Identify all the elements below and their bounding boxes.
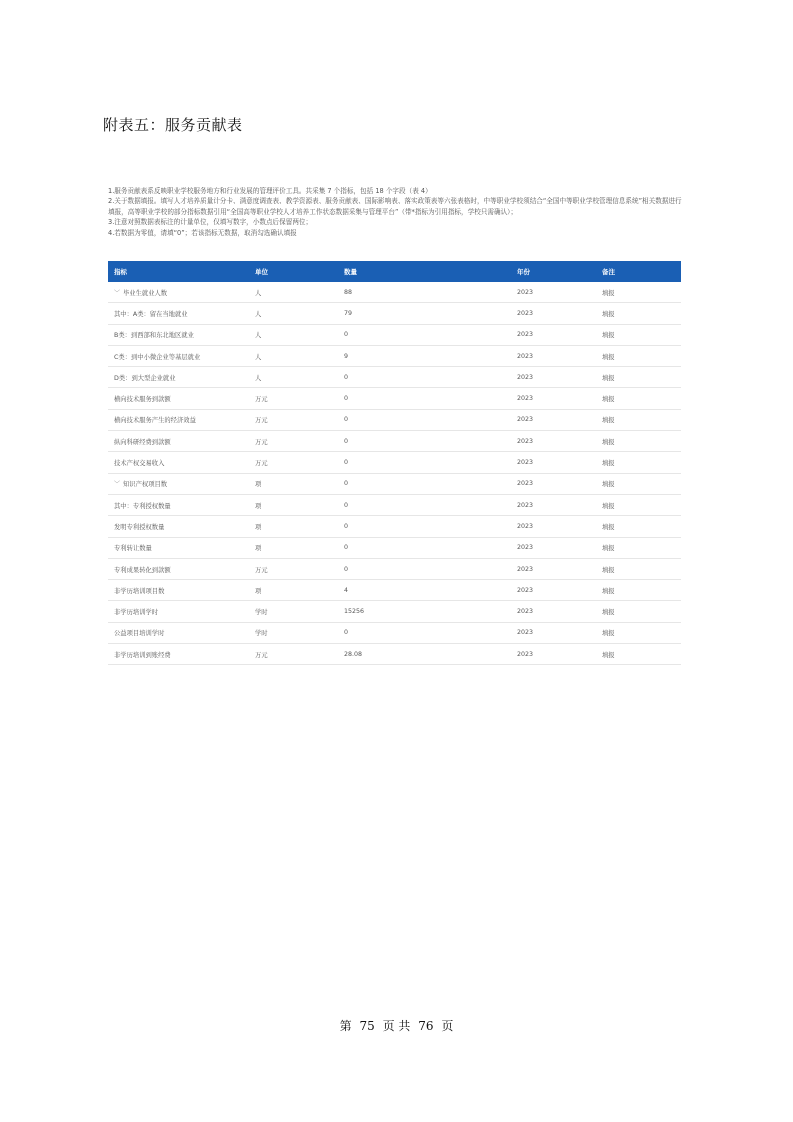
note-4: 4.若数据为零值，请填“0”；若该指标无数据，取消勾选确认填报 (108, 228, 297, 237)
table-row (108, 601, 681, 622)
cell-note: 填报 (596, 367, 681, 388)
cell-quantity: 28.08 (338, 644, 511, 665)
table-row (108, 409, 681, 430)
cell-year: 2023 (511, 537, 596, 558)
header-quantity: 数量 (338, 261, 511, 282)
indicator-label: 非学历培训到账经费 (114, 651, 171, 659)
cell-indicator (108, 644, 249, 665)
cell-year: 2023 (511, 452, 596, 473)
indicator-label: B类：到西部和东北地区就业 (114, 332, 194, 340)
cell-unit: 项 (249, 537, 338, 558)
cell-unit: 万元 (249, 452, 338, 473)
indicator-label: 非学历培训项目数 (114, 587, 165, 595)
cell-note: 填报 (596, 494, 681, 515)
cell-year: 2023 (511, 282, 596, 303)
cell-quantity: 79 (338, 303, 511, 324)
indicator-label: 毕业生就业人数 (123, 289, 168, 297)
cell-quantity: 0 (338, 558, 511, 579)
cell-year: 2023 (511, 601, 596, 622)
cell-note: 填报 (596, 431, 681, 452)
table-row (108, 452, 681, 473)
cell-unit: 项 (249, 580, 338, 601)
cell-indicator (108, 494, 249, 515)
cell-quantity: 0 (338, 537, 511, 558)
indicator-label: 知识产权项目数 (123, 481, 168, 489)
chevron-down-icon[interactable]: ﹀ (114, 289, 121, 297)
cell-quantity: 0 (338, 431, 511, 452)
cell-quantity: 88 (338, 282, 511, 303)
cell-quantity: 9 (338, 345, 511, 366)
cell-note: 填报 (596, 580, 681, 601)
cell-indicator (108, 324, 249, 345)
cell-note: 填报 (596, 516, 681, 537)
cell-unit: 人 (249, 303, 338, 324)
footer-mid: 页 共 (382, 1019, 411, 1033)
indicator-label: 专利转让数量 (114, 545, 152, 553)
service-contribution-table (108, 261, 681, 665)
indicator-label: 技术产权交易收入 (114, 460, 165, 468)
cell-year: 2023 (511, 494, 596, 515)
cell-note: 填报 (596, 409, 681, 430)
footer-page-number: 75 (359, 1019, 375, 1033)
cell-year: 2023 (511, 580, 596, 601)
note-3: 3.注意对照数据表标注的计量单位，仅填写数字，小数点后保留两位； (108, 218, 313, 227)
chevron-down-icon[interactable]: ﹀ (114, 481, 121, 489)
cell-unit: 人 (249, 367, 338, 388)
cell-indicator (108, 601, 249, 622)
indicator-label: 横向技术服务产生的经济效益 (114, 417, 196, 425)
table-row (108, 494, 681, 515)
indicator-label: 公益项目培训学时 (114, 630, 165, 638)
cell-quantity: 0 (338, 324, 511, 345)
cell-unit: 人 (249, 324, 338, 345)
cell-quantity: 0 (338, 388, 511, 409)
cell-quantity: 0 (338, 494, 511, 515)
cell-quantity: 0 (338, 473, 511, 494)
cell-note: 填报 (596, 473, 681, 494)
footer-prefix: 第 (339, 1019, 352, 1033)
table-row (108, 431, 681, 452)
cell-indicator (108, 558, 249, 579)
header-year: 年份 (511, 261, 596, 282)
cell-year: 2023 (511, 303, 596, 324)
cell-year: 2023 (511, 388, 596, 409)
cell-indicator (108, 388, 249, 409)
cell-unit: 项 (249, 494, 338, 515)
header-unit: 单位 (249, 261, 338, 282)
indicator-label: C类：到中小微企业等基层就业 (114, 353, 201, 361)
cell-year: 2023 (511, 367, 596, 388)
table-row (108, 580, 681, 601)
table-row (108, 345, 681, 366)
cell-quantity: 15256 (338, 601, 511, 622)
cell-quantity: 4 (338, 580, 511, 601)
cell-unit: 万元 (249, 431, 338, 452)
indicator-label: 专利成果转化到款额 (114, 566, 171, 574)
cell-note: 填报 (596, 324, 681, 345)
cell-year: 2023 (511, 622, 596, 643)
cell-unit: 万元 (249, 388, 338, 409)
note-2: 2.关于数据填报。填写人才培养质量计分卡、满意度调查表、教学资源表、服务贡献表、国际影响表、落实政策表等六张表格时，中等职业学校须结合“全国中等职业学校管理信息系统”相关数据进行填报，高等职业学校的部分指标数据引用“全国高等职业学校人才培养工作状态数据采集与管理平台”（带*指标为引用指标，学校只需确认）； (108, 197, 682, 216)
footer-suffix: 页 (441, 1019, 454, 1033)
table-row (108, 324, 681, 345)
cell-unit: 万元 (249, 558, 338, 579)
cell-indicator (108, 452, 249, 473)
cell-unit: 万元 (249, 644, 338, 665)
page-footer (0, 1017, 793, 1034)
cell-note: 填报 (596, 303, 681, 324)
cell-quantity: 0 (338, 516, 511, 537)
table-row (108, 367, 681, 388)
indicator-label: 其中：专利授权数量 (114, 502, 171, 510)
cell-quantity: 0 (338, 409, 511, 430)
cell-year: 2023 (511, 473, 596, 494)
cell-year: 2023 (511, 644, 596, 665)
cell-unit: 万元 (249, 409, 338, 430)
cell-year: 2023 (511, 431, 596, 452)
cell-note: 填报 (596, 644, 681, 665)
cell-indicator (108, 580, 249, 601)
cell-note: 填报 (596, 537, 681, 558)
table-row (108, 537, 681, 558)
indicator-label: 纵向科研经费到款额 (114, 438, 171, 446)
indicator-label: 非学历培训学时 (114, 609, 159, 617)
cell-unit: 项 (249, 516, 338, 537)
cell-indicator (108, 473, 249, 494)
footer-total-pages: 76 (418, 1019, 434, 1033)
cell-note: 填报 (596, 282, 681, 303)
cell-year: 2023 (511, 345, 596, 366)
cell-indicator (108, 303, 249, 324)
table-row (108, 558, 681, 579)
cell-note: 填报 (596, 345, 681, 366)
note-1: 1.服务贡献表系反映职业学校服务地方和行业发展的管理评价工具。共采集 7 个指标，包括 18 个字段（表 4） (108, 187, 432, 195)
cell-indicator (108, 282, 249, 303)
indicator-label: 发明专利授权数量 (114, 523, 165, 531)
table-row (108, 644, 681, 665)
cell-note: 填报 (596, 622, 681, 643)
cell-year: 2023 (511, 516, 596, 537)
cell-indicator (108, 537, 249, 558)
instructions (108, 186, 683, 238)
cell-note: 填报 (596, 388, 681, 409)
cell-indicator (108, 622, 249, 643)
indicator-label: D类：到大型企业就业 (114, 374, 176, 382)
cell-note: 填报 (596, 452, 681, 473)
table-row (108, 282, 681, 303)
header-indicator: 指标 (108, 261, 249, 282)
cell-quantity: 0 (338, 367, 511, 388)
cell-indicator (108, 409, 249, 430)
table-row (108, 622, 681, 643)
page-title: 附表五：服务贡献表 (103, 116, 243, 134)
cell-year: 2023 (511, 558, 596, 579)
cell-unit: 学时 (249, 622, 338, 643)
cell-indicator (108, 345, 249, 366)
cell-unit: 项 (249, 473, 338, 494)
cell-unit: 人 (249, 345, 338, 366)
cell-note: 填报 (596, 601, 681, 622)
table-row (108, 388, 681, 409)
indicator-label: 横向技术服务到款额 (114, 396, 171, 404)
cell-unit: 学时 (249, 601, 338, 622)
cell-indicator (108, 516, 249, 537)
cell-year: 2023 (511, 324, 596, 345)
header-note: 备注 (596, 261, 681, 282)
cell-note: 填报 (596, 558, 681, 579)
cell-year: 2023 (511, 409, 596, 430)
cell-indicator (108, 431, 249, 452)
cell-quantity: 0 (338, 622, 511, 643)
table-header (108, 261, 681, 282)
cell-indicator (108, 367, 249, 388)
cell-quantity: 0 (338, 452, 511, 473)
table-row (108, 473, 681, 494)
cell-unit: 人 (249, 282, 338, 303)
table-row (108, 516, 681, 537)
table-row (108, 303, 681, 324)
indicator-label: 其中：A类：留在当地就业 (114, 310, 188, 318)
